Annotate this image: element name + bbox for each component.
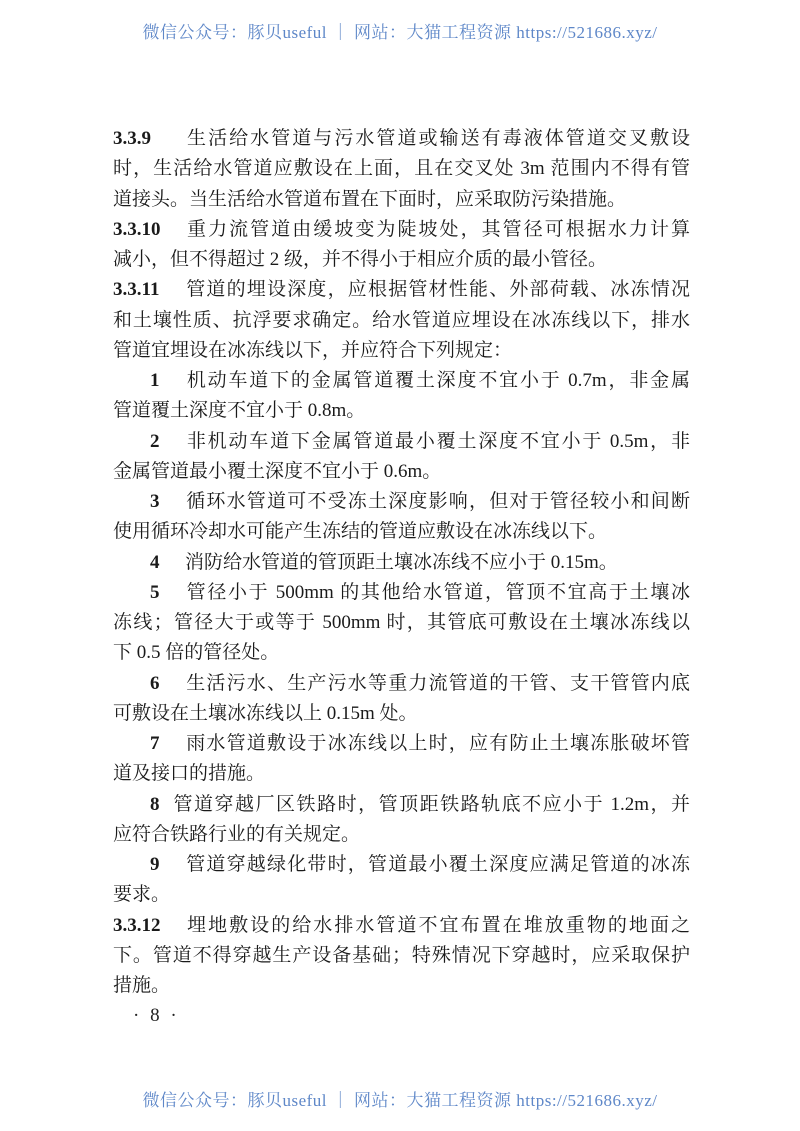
text-line [113,880,690,910]
line-text: 下。管道不得穿越生产设备基础；特殊情况下穿越时，应采取保护 [113,944,690,966]
line-text: 下 0.5 倍的管径处。 [113,642,280,664]
footer-watermark: 微信公众号：豚贝useful ｜ 网站：大猫工程资源 https://521686.xyz/ [142,1091,658,1110]
line-text: 重力流管道由缓坡变为陡坡处，其管径可根据水力计算 [185,218,690,240]
text-line [113,911,690,941]
item-number: 8 [150,793,160,815]
text-line [113,850,690,880]
text-line [113,427,690,457]
text-line [113,275,690,305]
text-line [113,366,690,396]
line-text: 管道宜埋设在冰冻线以下，并应符合下列规定： [113,339,513,361]
text-line [113,790,690,820]
item-number: 3 [150,491,160,512]
line-text: 消防给水管道的管顶距土壤冰冻线不应小于 0.15m。 [185,551,618,573]
item-number: 6 [150,672,160,694]
line-text: 生活给水管道与污水管道或输送有毒液体管道交叉敷设 [185,128,690,149]
text-line [113,457,690,487]
item-number: 2 [150,430,160,452]
line-text: 雨水管道敷设于冰冻线以上时，应有防止土壤冻胀破坏管 [185,733,690,754]
line-text: 管道穿越绿化带时，管道最小覆土深度应满足管道的冰冻 [185,854,690,875]
text-line [113,306,690,336]
item-number: 1 [150,370,160,391]
line-text: 管径小于 500mm 的其他给水管道，管顶不宜高于土壤冰 [185,581,690,603]
text-line [113,245,690,275]
text-line [113,669,690,699]
line-text: 冻线；管径大于或等于 500mm 时，其管底可敷设在土壤冰冻线以 [113,612,690,633]
line-text: 管道覆土深度不宜小于 0.8m。 [113,400,366,422]
text-line [113,608,690,638]
text-line [113,396,690,426]
line-text: 应符合铁路行业的有关规定。 [113,823,361,845]
line-text: 使用循环冷却水可能产生冻结的管道应敷设在冰冻线以下。 [113,521,608,543]
text-line [113,578,690,608]
item-number: 9 [150,854,160,875]
line-text: 和土壤性质、抗浮要求确定。给水管道应埋设在冰冻线以下，排水 [113,309,690,331]
line-text: 埋地敷设的给水排水管道不宜布置在堆放重物的地面之 [185,914,690,936]
text-line [113,548,690,578]
text-line [113,971,690,1001]
clause-number: 3.3.9 [113,128,151,149]
page-number: · 8 · [133,1005,180,1027]
text-line [113,154,690,184]
line-text: 减小，但不得超过 2 级，并不得小于相应介质的最小管径。 [113,249,608,270]
text-line [113,185,690,215]
clause-number: 3.3.12 [113,914,161,936]
text-line [113,699,690,729]
line-text: 非机动车道下金属管道最小覆土深度不宜小于 0.5m，非 [185,430,690,452]
line-text: 循环水管道可不受冻土深度影响，但对于管径较小和间断 [185,491,690,512]
text-line [113,487,690,517]
line-text: 机动车道下的金属管道覆土深度不宜小于 0.7m，非金属 [185,370,690,391]
line-text: 可敷设在土壤冰冻线以上 0.15m 处。 [113,702,418,724]
document-body [113,124,690,1032]
text-line [113,729,690,759]
line-text: 时，生活给水管道应敷设在上面，且在交叉处 3m 范围内不得有管 [113,158,690,180]
clause-number: 3.3.10 [113,218,161,240]
header-watermark: 微信公众号：豚贝useful ｜ 网站：大猫工程资源 https://521686.xyz/ [142,23,658,42]
text-line [113,517,690,547]
line-text: 道接头。当生活给水管道布置在下面时，应采取防污染措施。 [113,188,627,210]
item-number: 7 [150,733,160,754]
text-line [113,941,690,971]
item-number: 5 [150,581,160,603]
line-text: 管道的埋设深度，应根据管材性能、外部荷载、冰冻情况 [185,279,690,301]
line-text: 道及接口的措施。 [113,763,266,785]
text-line [113,124,690,154]
line-text: 措施。 [113,975,171,996]
text-line [113,820,690,850]
clause-number: 3.3.11 [113,279,160,301]
text-line [113,759,690,789]
text-line [113,638,690,668]
text-line [113,336,690,366]
item-number: 4 [150,551,160,573]
line-text: 管道穿越厂区铁路时，管顶距铁路轨底不应小于 1.2m，并 [172,793,690,815]
line-text: 金属管道最小覆土深度不宜小于 0.6m。 [113,460,442,482]
line-text: 生活污水、生产污水等重力流管道的干管、支干管管内底 [185,672,690,694]
line-text: 要求。 [113,884,171,906]
text-line [113,215,690,245]
